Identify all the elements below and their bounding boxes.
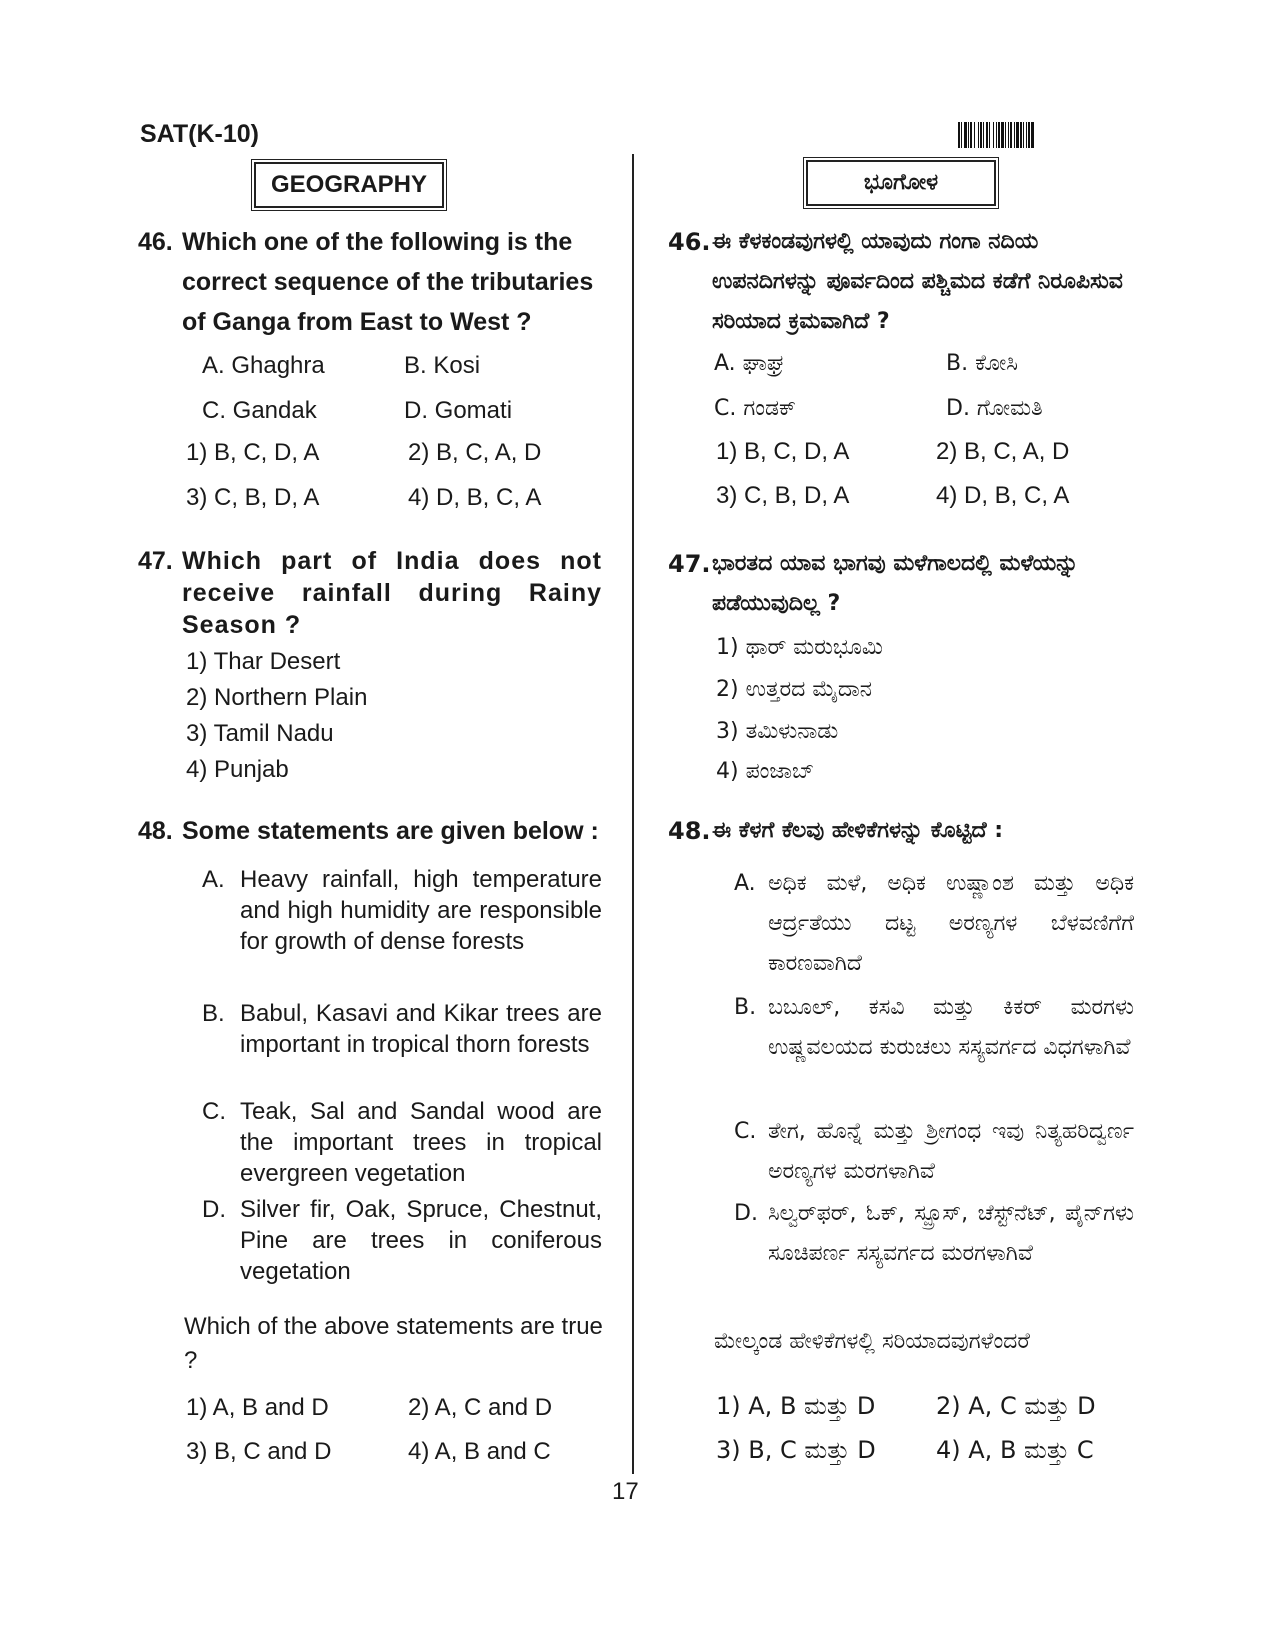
- answer-option-4[interactable]: 4) D, B, C, A: [936, 482, 1070, 509]
- answer-option-4[interactable]: 4) A, B and C: [408, 1438, 551, 1465]
- statement-b: [202, 998, 602, 1060]
- page-number: 17: [612, 1478, 639, 1505]
- question-number: 47.: [138, 547, 173, 575]
- answer-option-1[interactable]: 1) Thar Desert: [186, 648, 341, 675]
- question-prompt: Which of the above statements are true ?: [184, 1313, 603, 1374]
- exam-code: SAT(K-10): [140, 120, 259, 148]
- answer-option-2[interactable]: 2) B, C, A, D: [408, 439, 542, 466]
- answer-option-3[interactable]: 3) B, C ಮತ್ತು D: [716, 1436, 876, 1464]
- question-text: Which one of the following is the correct sequence of the tributaries of Ganga from East to West ?: [182, 228, 594, 336]
- question-47-kannada: [668, 544, 1138, 624]
- statement-d: [202, 1194, 602, 1287]
- answer-option-2[interactable]: 2) ಉತ್ತರದ ಮೈದಾನ: [716, 677, 873, 702]
- statement-a: [734, 864, 1134, 984]
- answer-option-3[interactable]: 3) ತಮಿಳುನಾಡು: [716, 719, 839, 744]
- question-number: 48.: [138, 817, 173, 845]
- question-number: 46.: [138, 228, 173, 256]
- question-text: ಈ ಕೆಳಗೆ ಕೆಲವು ಹೇಳಿಕೆಗಳನ್ನು ಕೊಟ್ಟಿದೆ :: [712, 818, 1004, 843]
- statement-label: D.: [734, 1201, 758, 1226]
- answer-option-4[interactable]: 4) ಪಂಜಾಬ್: [716, 759, 815, 784]
- answer-option-1[interactable]: 1) A, B and D: [186, 1394, 329, 1421]
- question-48-english: [138, 814, 608, 848]
- statement-label: B.: [202, 1000, 225, 1027]
- answer-option-4[interactable]: 4) Punjab: [186, 756, 289, 783]
- item-b: B. Kosi: [404, 352, 481, 379]
- statement-a: [202, 864, 602, 957]
- answer-option-2[interactable]: 2) B, C, A, D: [936, 438, 1070, 465]
- statement-label: A.: [734, 871, 756, 896]
- statement-text: Heavy rainfall, high temperature and high humidity are responsible for growth of dense forests: [240, 866, 602, 955]
- statement-c: [734, 1112, 1134, 1192]
- question-number: 46.: [668, 228, 711, 256]
- statement-label: B.: [734, 995, 757, 1020]
- item-a: A. Ghaghra: [202, 352, 325, 379]
- statement-label: A.: [202, 866, 225, 893]
- item-b: B. ಕೋಸಿ: [946, 351, 1018, 376]
- item-c: C. Gandak: [202, 397, 317, 424]
- question-47-english: [138, 545, 604, 641]
- statement-text: Silver fir, Oak, Spruce, Chestnut, Pine are trees in coniferous vegetation: [240, 1196, 602, 1285]
- statement-text: Babul, Kasavi and Kikar trees are important in tropical thorn forests: [240, 1000, 602, 1058]
- statement-text: ಬಬೂಲ್, ಕಸವಿ ಮತ್ತು ಕಿಕರ್ ಮರಗಳು ಉಷ್ಣವಲಯದ ಕುರುಚಲು ಸಸ್ಯವರ್ಗದ ವಿಧಗಳಾಗಿವೆ: [768, 995, 1134, 1060]
- answer-option-3[interactable]: 3) C, B, D, A: [716, 482, 850, 509]
- statement-b: [734, 988, 1134, 1068]
- question-prompt: ಮೇಲ್ಕಂಡ ಹೇಳಿಕೆಗಳಲ್ಲಿ ಸರಿಯಾದವುಗಳೆಂದರೆ: [714, 1329, 1030, 1354]
- question-text: Which part of India does not receive rainfall during Rainy Season ?: [182, 547, 602, 639]
- answer-option-3[interactable]: 3) C, B, D, A: [186, 484, 320, 511]
- answer-option-4[interactable]: 4) A, B ಮತ್ತು C: [936, 1436, 1094, 1464]
- answer-option-3[interactable]: 3) Tamil Nadu: [186, 720, 334, 747]
- statement-text: Teak, Sal and Sandal wood are the important trees in tropical evergreen vegetation: [240, 1098, 602, 1187]
- answer-option-2[interactable]: 2) Northern Plain: [186, 684, 368, 711]
- statement-text: ಸಿಲ್ವರ್‌ಫರ್, ಓಕ್, ಸ್ಪ್ರೂಸ್, ಚೆಸ್ಟ್‌ನೆಟ್, ಪೈನ್‌ಗಳು ಸೂಚಿಪರ್ಣ ಸಸ್ಯವರ್ಗದ ಮರಗಳಾಗಿವೆ: [768, 1201, 1134, 1266]
- question-text: Some statements are given below :: [182, 817, 599, 845]
- section-title-english: GEOGRAPHY: [254, 162, 444, 208]
- question-48-kannada: [668, 814, 1138, 848]
- question-46-kannada: [668, 222, 1138, 342]
- question-number: 47.: [668, 550, 711, 578]
- item-c: C. ಗಂಡಕ್: [714, 396, 797, 421]
- statement-d: [734, 1194, 1134, 1274]
- statement-label: C.: [734, 1119, 757, 1144]
- section-title-kannada: ಭೂಗೋಳ: [806, 160, 996, 206]
- statement-label: D.: [202, 1196, 226, 1223]
- question-46-english: [138, 222, 604, 342]
- question-text: ಭಾರತದ ಯಾವ ಭಾಗವು ಮಳೆಗಾಲದಲ್ಲಿ ಮಳೆಯನ್ನು ಪಡೆಯುವುದಿಲ್ಲ ?: [712, 551, 1079, 616]
- answer-option-1[interactable]: 1) ಥಾರ್ ಮರುಭೂಮಿ: [716, 635, 883, 660]
- question-text: ಈ ಕೆಳಕಂಡವುಗಳಲ್ಲಿ ಯಾವುದು ಗಂಗಾ ನದಿಯ ಉಪನದಿಗಳನ್ನು ಪೂರ್ವದಿಂದ ಪಶ್ಚಿಮದ ಕಡೆಗೆ ನಿರೂಪಿಸುವ ಸರಿಯಾದ ಕ್ರಮವಾಗಿದೆ ?: [712, 229, 1123, 334]
- statement-label: C.: [202, 1098, 226, 1125]
- answer-option-1[interactable]: 1) A, B ಮತ್ತು D: [716, 1392, 876, 1420]
- statement-c: [202, 1096, 602, 1189]
- answer-option-2[interactable]: 2) A, C ಮತ್ತು D: [936, 1392, 1096, 1420]
- question-number: 48.: [668, 817, 711, 845]
- column-divider: [632, 154, 634, 1474]
- item-a: A. ಘಾಘ್ರ: [714, 351, 785, 376]
- statement-text: ಅಧಿಕ ಮಳೆ, ಅಧಿಕ ಉಷ್ಣಾಂಶ ಮತ್ತು ಅಧಿಕ ಆರ್ದ್ರತೆಯು ದಟ್ಟ ಅರಣ್ಯಗಳ ಬೆಳವಣಿಗೆಗೆ ಕಾರಣವಾಗಿದೆ: [768, 871, 1134, 976]
- item-d: D. Gomati: [404, 397, 513, 424]
- statement-text: ತೇಗ, ಹೊನ್ನೆ ಮತ್ತು ಶ್ರೀಗಂಧ ಇವು ನಿತ್ಯಹರಿದ್ವರ್ಣ ಅರಣ್ಯಗಳ ಮರಗಳಾಗಿವೆ: [768, 1119, 1134, 1184]
- answer-option-3[interactable]: 3) B, C and D: [186, 1438, 332, 1465]
- item-d: D. ಗೋಮತಿ: [946, 396, 1043, 421]
- answer-option-4[interactable]: 4) D, B, C, A: [408, 484, 542, 511]
- answer-option-2[interactable]: 2) A, C and D: [408, 1394, 553, 1421]
- answer-option-1[interactable]: 1) B, C, D, A: [716, 438, 850, 465]
- answer-option-1[interactable]: 1) B, C, D, A: [186, 439, 320, 466]
- barcode-icon: [958, 122, 1128, 148]
